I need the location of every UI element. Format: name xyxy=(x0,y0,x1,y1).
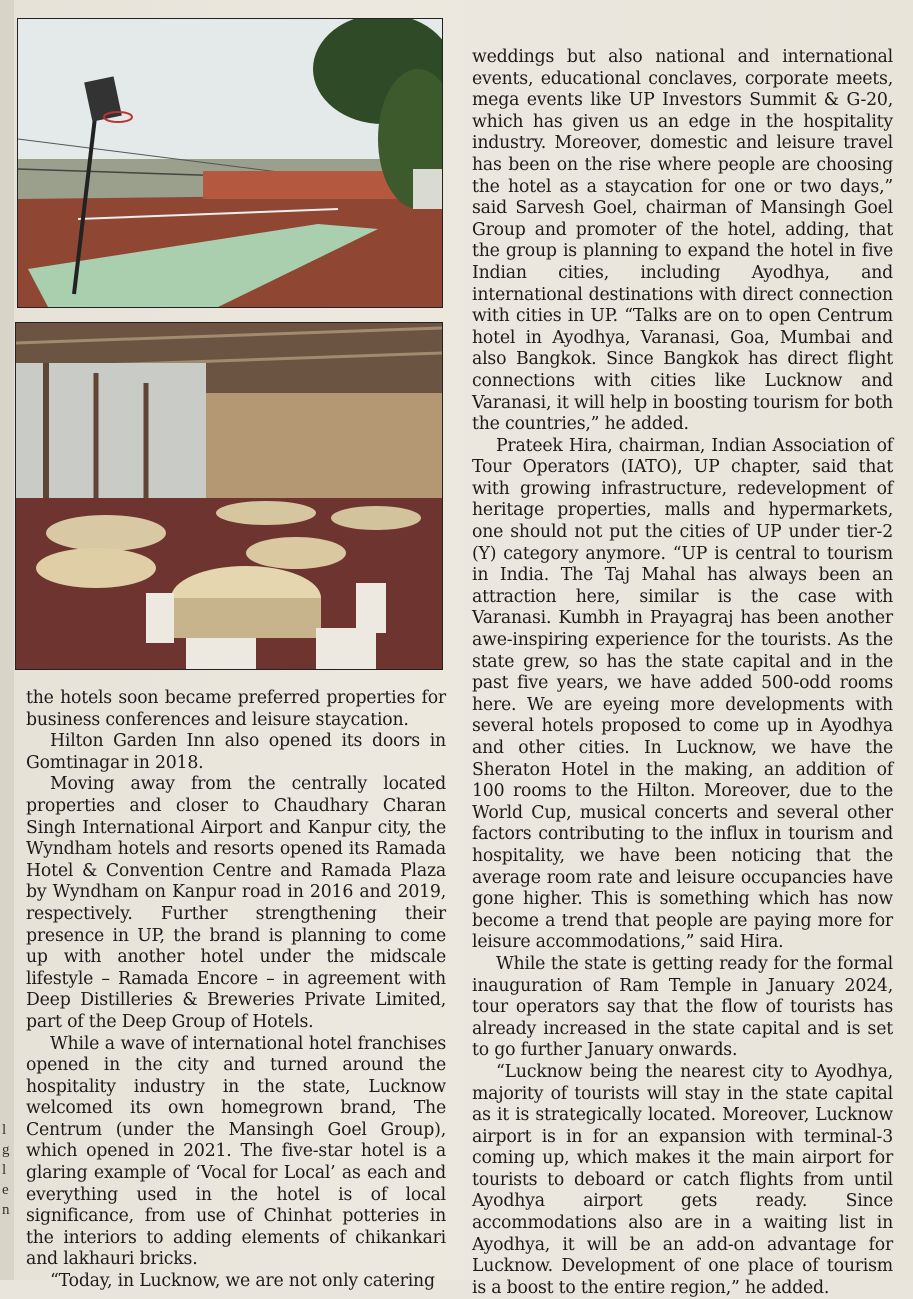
right-paragraph-2: Prateek Hira, chairman, Indian Association of Tour Operators (IATO), UP chapter, said that with growing infrastructure, redevelopment of heritage properties, malls and hypermarkets, one should not put the cities of UP under tier-2 (Y) category anymore. “UP is central to tourism in India. The Taj Mahal has always been an attraction here, similar is the case with Varanasi. Kumbh in Prayagraj has been another awe-inspiring experience for the tourists. As the state grew, so has the state capital and in the past five years, we have added 500-odd rooms here. We are eyeing more developments with several hotels proposed to come up in Ayodhya and other cities. In Lucknow, we have the Sheraton Hotel in the making, an addition of 100 rooms to the Hilton. Moreover, due to the World Cup, musical concerts and several other factors contributing to the influx in tourism and hospitality, we have been noticing that the average room rate and leisure occupancies have gone higher. This is something which has now become a trend that people are paying more for leisure accommodations,” said Hira. xyxy=(472,435,893,953)
tennis-court-photo xyxy=(17,18,443,308)
adjacent-page-fragment: l g l e n xyxy=(2,1122,10,1218)
tennis-court-illustration xyxy=(18,19,442,307)
right-column xyxy=(472,47,893,1299)
left-paragraph-4: While a wave of international hotel franchises opened in the city and turned around the hospitality industry in the state, Lucknow welcomed its own homegrown brand, The Centrum (under the Mansingh Goel Group), which opened in 2021. The five-star hotel is a glaring example of ‘Vocal for Local’ as each and everything used in the hotel is of local significance, from use of Chinhat potteries in the interiors to adding elements of chikankari and lakhauri bricks. xyxy=(26,1033,446,1270)
banquet-hall-illustration xyxy=(16,323,442,669)
adjacent-page-margin xyxy=(0,0,14,1280)
left-column xyxy=(26,688,446,1293)
left-paragraph-5: “Today, in Lucknow, we are not only catering xyxy=(50,1271,435,1292)
right-paragraph-3: While the state is getting ready for the formal inauguration of Ram Temple in January 2024, tour operators say that the flow of tourists has already increased in the state capital and is set to go further January onwards. xyxy=(472,953,893,1061)
right-paragraph-4: “Lucknow being the nearest city to Ayodhya, majority of tourists will stay in the state capital as it is strategically located. Moreover, Lucknow airport is in for an expansion with terminal-3 coming up, which makes it the main airport for tourists to deboard or catch flights from until Ayodhya airport gets ready. Since accommodations also are in a waiting list in Ayodhya, it will be an add-on advantage for Lucknow. Development of one place of tourism is a boost to the entire region,” he added. xyxy=(472,1061,893,1298)
left-paragraph-1: the hotels soon became preferred properties for business conferences and leisure staycation. xyxy=(26,688,446,730)
right-paragraph-1: weddings but also national and international events, educational conclaves, corporate meets, mega events like UP Investors Summit & G-20, which has given us an edge in the hospitality industry. Moreover, domestic and leisure travel has been on the rise where people are choosing the hotel as a staycation for one or two days,” said Sarvesh Goel, chairman of Mansingh Goel Group and promoter of the hotel, adding, that the group is planning to expand the hotel in five Indian cities, including Ayodhya, and international destinations with direct connection with cities in UP. “Talks are on to open Centrum hotel in Ayodhya, Varanasi, Goa, Mumbai and also Bangkok. Since Bangkok has direct flight connections with cities like Lucknow and Varanasi, it will help in boosting tourism for both the countries,” he added. xyxy=(472,47,893,435)
left-paragraph-3: Moving away from the centrally located properties and closer to Chaudhary Charan Singh International Airport and Kanpur city, the Wyndham hotels and resorts opened its Ramada Hotel & Convention Centre and Ramada Plaza by Wyndham on Kanpur road in 2016 and 2019, respectively. Further strengthening their presence in UP, the brand is planning to come up with another hotel under the midscale lifestyle – Ramada Encore – in agreement with Deep Distilleries & Breweries Private Limited, part of the Deep Group of Hotels. xyxy=(26,774,446,1032)
left-paragraph-2: Hilton Garden Inn also opened its doors in Gomtinagar in 2018. xyxy=(26,731,446,773)
banquet-hall-photo xyxy=(15,322,443,670)
